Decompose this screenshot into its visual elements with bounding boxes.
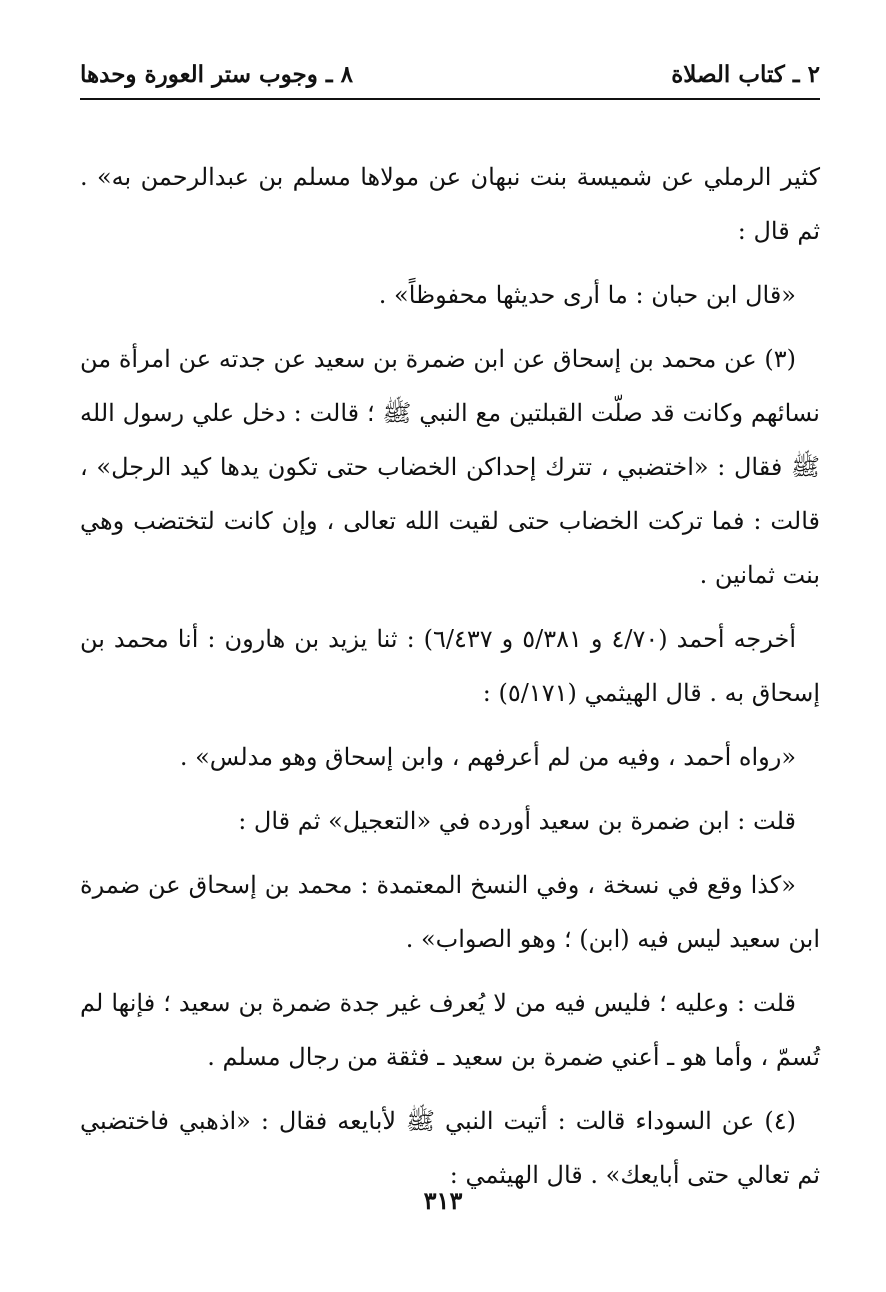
paragraph-1: كثير الرملي عن شميسة بنت نبهان عن مولاها مسلم بن عبدالرحمن به» . ثم قال : xyxy=(80,163,820,245)
paragraph-2: «قال ابن حبان : ما أرى حديثها محفوظاً» . xyxy=(378,281,796,309)
paragraph-7: «كذا وقع في نسخة ، وفي النسخ المعتمدة : محمد بن إسحاق عن ضمرة ابن سعيد ليس فيه (ابن) ؛ وهو الصواب» . xyxy=(80,871,820,953)
paragraph-4: أخرجه أحمد (٤/٧٠ و ٥/٣٨١ و ٦/٤٣٧) : ثنا يزيد بن هارون : أنا محمد بن إسحاق به . قال الهيثمي (٥/١٧١) : xyxy=(80,625,820,707)
section-title: ٨ ـ وجوب ستر العورة وحدها xyxy=(80,61,353,88)
chapter-title: ٢ ـ كتاب الصلاة xyxy=(671,61,820,88)
paragraph-5: «رواه أحمد ، وفيه من لم أعرفهم ، وابن إسحاق وهو مدلس» . xyxy=(179,743,796,771)
paragraph-9: (٤) عن السوداء قالت : أتيت النبي ﷺ لأبايعه فقال : «اذهبي فاختضبي ثم تعالي حتى أبايعك» . قال الهيثمي : xyxy=(80,1107,820,1189)
paragraph-8: قلت : وعليه ؛ فليس فيه من لا يُعرف غير جدة ضمرة بن سعيد ؛ فإنها لم تُسمّ ، وأما هو ـ أعني ضمرة بن سعيد ـ فثقة من رجال مسلم . xyxy=(80,989,820,1071)
running-header xyxy=(80,56,820,100)
paragraph-3: (٣) عن محمد بن إسحاق عن ابن ضمرة بن سعيد عن جدته عن امرأة من نسائهم وكانت قد صلّت القبلتين مع النبي ﷺ ؛ قالت : دخل علي رسول الله ﷺ فقال : «اختضبي ، تترك إحداكن الخضاب حتى تكون يدها كيد الرجل» ، قالت : فما تركت الخضاب حتى لقيت الله تعالى ، وإن كانت لتختضب وهي بنت ثمانين . xyxy=(80,345,820,589)
page-number: ٣١٣ xyxy=(423,1186,463,1215)
body-text xyxy=(80,150,820,1212)
paragraph-6: قلت : ابن ضمرة بن سعيد أورده في «التعجيل» ثم قال : xyxy=(238,807,796,835)
